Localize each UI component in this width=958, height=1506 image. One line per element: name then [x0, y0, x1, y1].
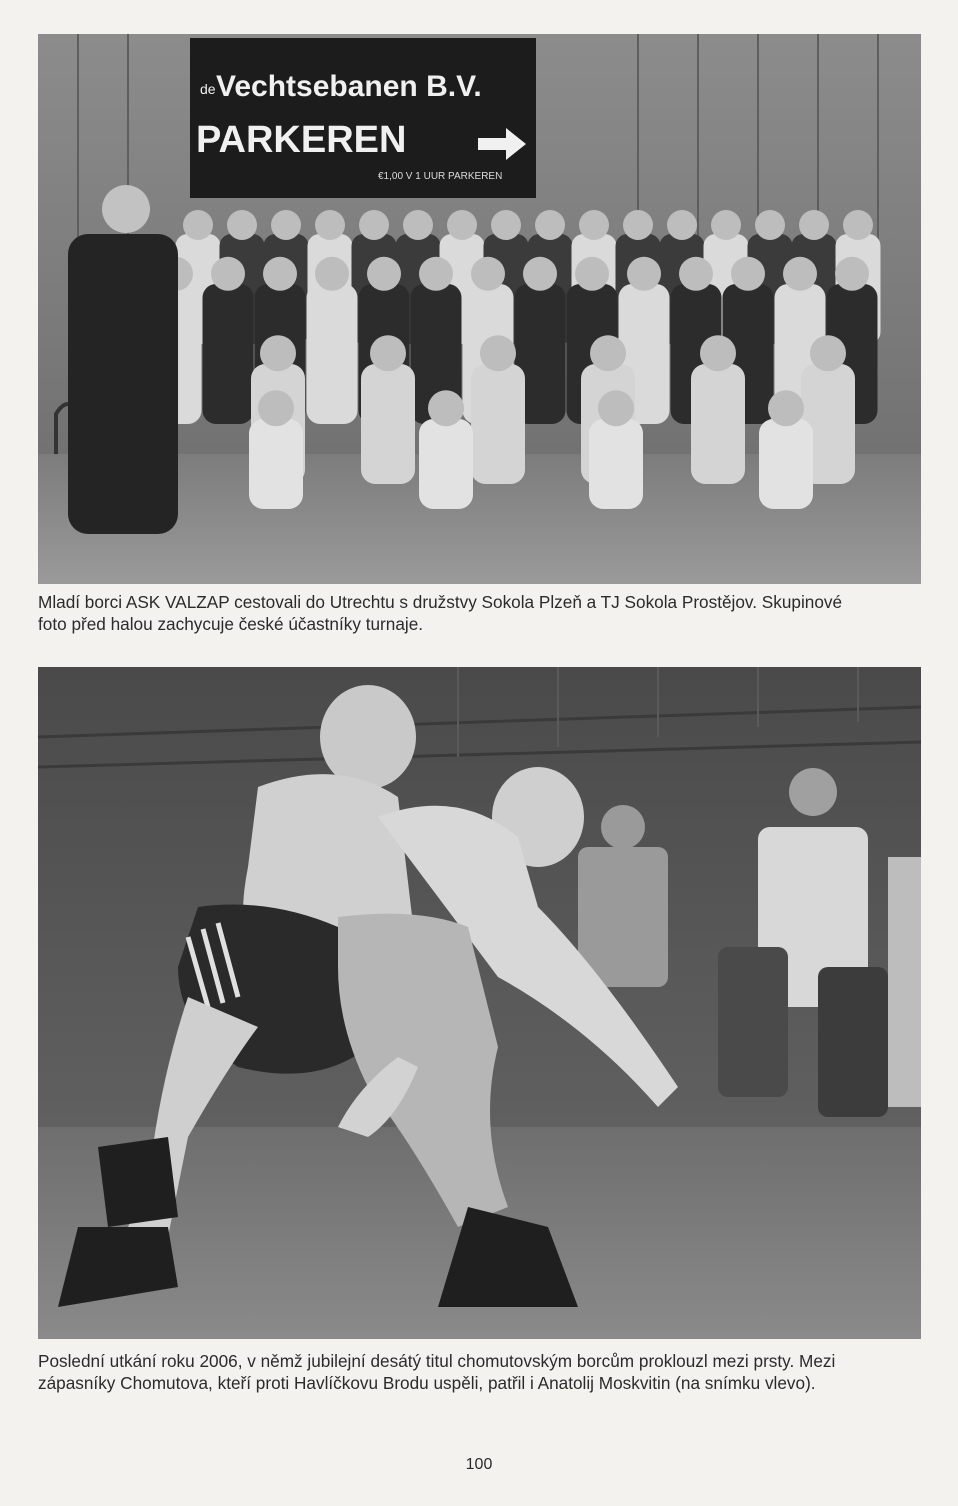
- person-head: [419, 257, 453, 291]
- person-head: [227, 210, 257, 240]
- person-head: [367, 257, 401, 291]
- photo-caption-2: Poslední utkání roku 2006, v němž jubilejní desátý titul chomutovským borcům proklouzl mezi prsty. Mezi zápasníky Chomutova, kteří proti Havlíčkovu Brodu uspěli, patřil i Anatolij Moskvitin (na snímku vlevo).: [38, 1351, 836, 1393]
- person-head: [711, 210, 741, 240]
- person-head: [598, 390, 634, 426]
- person-head: [590, 335, 626, 371]
- person-head: [799, 210, 829, 240]
- person-head: [579, 210, 609, 240]
- person-head: [623, 210, 653, 240]
- person-head: [731, 257, 765, 291]
- person-head: [627, 257, 661, 291]
- person-head: [575, 257, 609, 291]
- person-head: [403, 210, 433, 240]
- person-head: [667, 210, 697, 240]
- person-body: [589, 419, 643, 509]
- person-head: [359, 210, 389, 240]
- person-head: [428, 390, 464, 426]
- sign-fee: €1,00 V 1 UUR PARKEREN: [378, 171, 503, 182]
- person-head: [535, 210, 565, 240]
- person-head: [315, 210, 345, 240]
- parking-sign: [190, 38, 536, 198]
- person-body: [249, 419, 303, 509]
- person-head: [700, 335, 736, 371]
- person-body: [203, 284, 254, 424]
- person-body: [419, 419, 473, 509]
- person-head: [271, 210, 301, 240]
- person-head: [263, 257, 297, 291]
- group-photo: [38, 34, 921, 584]
- person-head: [755, 210, 785, 240]
- person-head: [783, 257, 817, 291]
- person-head: [211, 257, 245, 291]
- person-head: [480, 335, 516, 371]
- person-head: [471, 257, 505, 291]
- person-head: [523, 257, 557, 291]
- person-head: [183, 210, 213, 240]
- person-head: [491, 210, 521, 240]
- person-head: [447, 210, 477, 240]
- wrestling-photo-image: [38, 667, 921, 1339]
- person-head: [810, 335, 846, 371]
- person-body: [691, 364, 745, 484]
- sign-company: Vechtsebanen B.V.: [216, 70, 482, 103]
- person-head: [260, 335, 296, 371]
- person-body: [471, 364, 525, 484]
- person-head: [843, 210, 873, 240]
- person-head: [370, 335, 406, 371]
- person-head: [768, 390, 804, 426]
- person-head: [102, 185, 150, 233]
- person-body: [68, 234, 178, 534]
- wrestling-photo: [38, 667, 921, 1339]
- page-number: 100: [465, 1456, 493, 1473]
- person-body: [307, 284, 358, 424]
- group-photo-image: [38, 34, 921, 584]
- person-body: [361, 364, 415, 484]
- person-head: [258, 390, 294, 426]
- person-head: [679, 257, 713, 291]
- person-head: [315, 257, 349, 291]
- sign-company-prefix: de: [200, 81, 216, 97]
- photo-caption-1: Mladí borci ASK VALZAP cestovali do Utrechtu s družstvy Sokola Plzeň a TJ Sokola Prostějov. Skupinové foto před halou zachycuje české účastníky turnaje.: [38, 592, 843, 634]
- person-head: [835, 257, 869, 291]
- person-body: [759, 419, 813, 509]
- sign-parking: PARKEREN: [196, 119, 407, 161]
